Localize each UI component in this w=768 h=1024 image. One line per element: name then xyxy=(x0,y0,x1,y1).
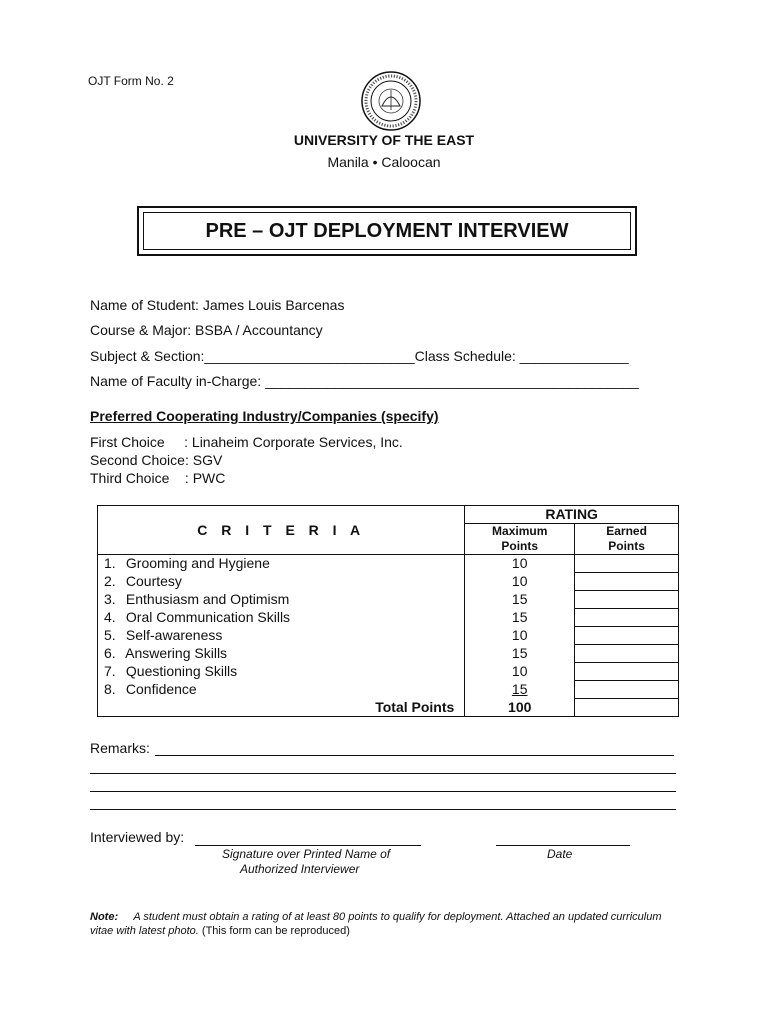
criterion-label: Self-awareness xyxy=(125,627,223,643)
university-seal-logo xyxy=(360,70,422,132)
remarks-rule[interactable] xyxy=(90,809,676,810)
max-points-header-line2: Points xyxy=(501,539,539,553)
note-text: A student must obtain a rating of at least 80 points to qualify for deployment. Attached an updated curriculum vitae with latest photo. xyxy=(90,911,662,937)
earned-points-cell[interactable] xyxy=(575,627,679,645)
earned-points-cell[interactable] xyxy=(575,555,679,573)
total-earned-cell[interactable] xyxy=(575,699,679,717)
row-number: 6. xyxy=(104,645,116,661)
remarks-rule[interactable] xyxy=(155,755,674,756)
remarks-rule[interactable] xyxy=(90,791,676,792)
criteria-header: C R I T E R I A xyxy=(98,506,465,555)
criteria-row xyxy=(98,627,679,645)
max-points-cell: 10 xyxy=(465,555,575,573)
criteria-row xyxy=(98,663,679,681)
criterion-label: Courtesy xyxy=(125,573,182,589)
max-points-cell: 15 xyxy=(465,645,575,663)
date-line[interactable] xyxy=(496,845,630,846)
row-number: 2. xyxy=(104,573,116,589)
earned-points-header-line2: Points xyxy=(608,539,645,553)
criteria-rating-table xyxy=(97,505,679,717)
campus-names: Manila • Caloocan xyxy=(327,154,441,170)
course-major-line: Course & Major: BSBA / Accountancy xyxy=(90,322,323,338)
earned-points-cell[interactable] xyxy=(575,645,679,663)
earned-points-cell[interactable] xyxy=(575,591,679,609)
student-name-line: Name of Student: James Louis Barcenas xyxy=(90,297,345,313)
max-points-cell: 15 xyxy=(465,591,575,609)
criterion-label: Enthusiasm and Optimism xyxy=(125,591,290,607)
max-points-header xyxy=(465,524,575,555)
note-tail: (This form can be reproduced) xyxy=(201,925,350,937)
row-number: 8. xyxy=(104,681,116,697)
row-number: 7. xyxy=(104,663,116,679)
max-points-cell: 10 xyxy=(465,573,575,591)
criteria-row xyxy=(98,609,679,627)
remarks-rule[interactable] xyxy=(90,773,676,774)
faculty-line: Name of Faculty in-Charge: ________________________________________________ xyxy=(90,373,639,389)
interviewed-by-label: Interviewed by: xyxy=(90,829,185,845)
signature-line[interactable] xyxy=(195,845,421,846)
criterion-label: Oral Communication Skills xyxy=(125,609,291,625)
note xyxy=(90,910,680,938)
earned-points-cell[interactable] xyxy=(575,663,679,681)
form-number: OJT Form No. 2 xyxy=(88,74,174,88)
signature-caption-line2: Authorized Interviewer xyxy=(240,862,360,876)
date-caption: Date xyxy=(547,847,573,861)
total-points-label: Total Points xyxy=(98,699,465,717)
earned-points-cell[interactable] xyxy=(575,609,679,627)
preferred-companies-heading: Preferred Cooperating Industry/Companies (specify) xyxy=(90,408,439,424)
form-title: PRE – OJT DEPLOYMENT INTERVIEW xyxy=(143,212,631,250)
second-choice-line: Second Choice: SGV xyxy=(90,452,223,468)
criterion-label: Answering Skills xyxy=(125,645,228,661)
criteria-row xyxy=(98,555,679,573)
note-label: Note: xyxy=(90,911,119,923)
first-choice-line: First Choice : Linaheim Corporate Services, Inc. xyxy=(90,434,403,450)
row-number: 1. xyxy=(104,555,116,572)
total-points-value: 100 xyxy=(465,699,575,717)
earned-points-cell[interactable] xyxy=(575,681,679,699)
criteria-row xyxy=(98,681,679,699)
row-number: 3. xyxy=(104,591,116,607)
max-points-last-value: 15 xyxy=(511,681,528,697)
third-choice-line: Third Choice : PWC xyxy=(90,470,226,486)
row-number: 4. xyxy=(104,609,116,625)
earned-points-cell[interactable] xyxy=(575,573,679,591)
signature-caption: Signature over Printed Name of xyxy=(222,847,391,861)
subject-section-line: Subject & Section:___________________________Class Schedule: ______________ xyxy=(90,348,629,364)
criterion-label: Questioning Skills xyxy=(125,663,238,679)
row-number: 5. xyxy=(104,627,116,643)
criteria-row xyxy=(98,591,679,609)
university-name: UNIVERSITY OF THE EAST xyxy=(293,132,475,148)
max-points-cell: 10 xyxy=(465,627,575,645)
total-row xyxy=(98,699,679,717)
max-points-cell xyxy=(465,681,575,699)
form-title-box xyxy=(137,206,637,256)
max-points-header-line1: Maximum xyxy=(492,524,548,538)
max-points-cell: 15 xyxy=(465,609,575,627)
remarks-label: Remarks: xyxy=(90,740,150,756)
earned-points-header-line1: Earned xyxy=(606,524,647,538)
criteria-row xyxy=(98,573,679,591)
rating-header: RATING xyxy=(465,506,679,524)
criteria-row xyxy=(98,645,679,663)
earned-points-header xyxy=(575,524,679,555)
criterion-label: Grooming and Hygiene xyxy=(125,555,270,572)
criterion-label: Confidence xyxy=(125,681,197,697)
max-points-cell: 10 xyxy=(465,663,575,681)
